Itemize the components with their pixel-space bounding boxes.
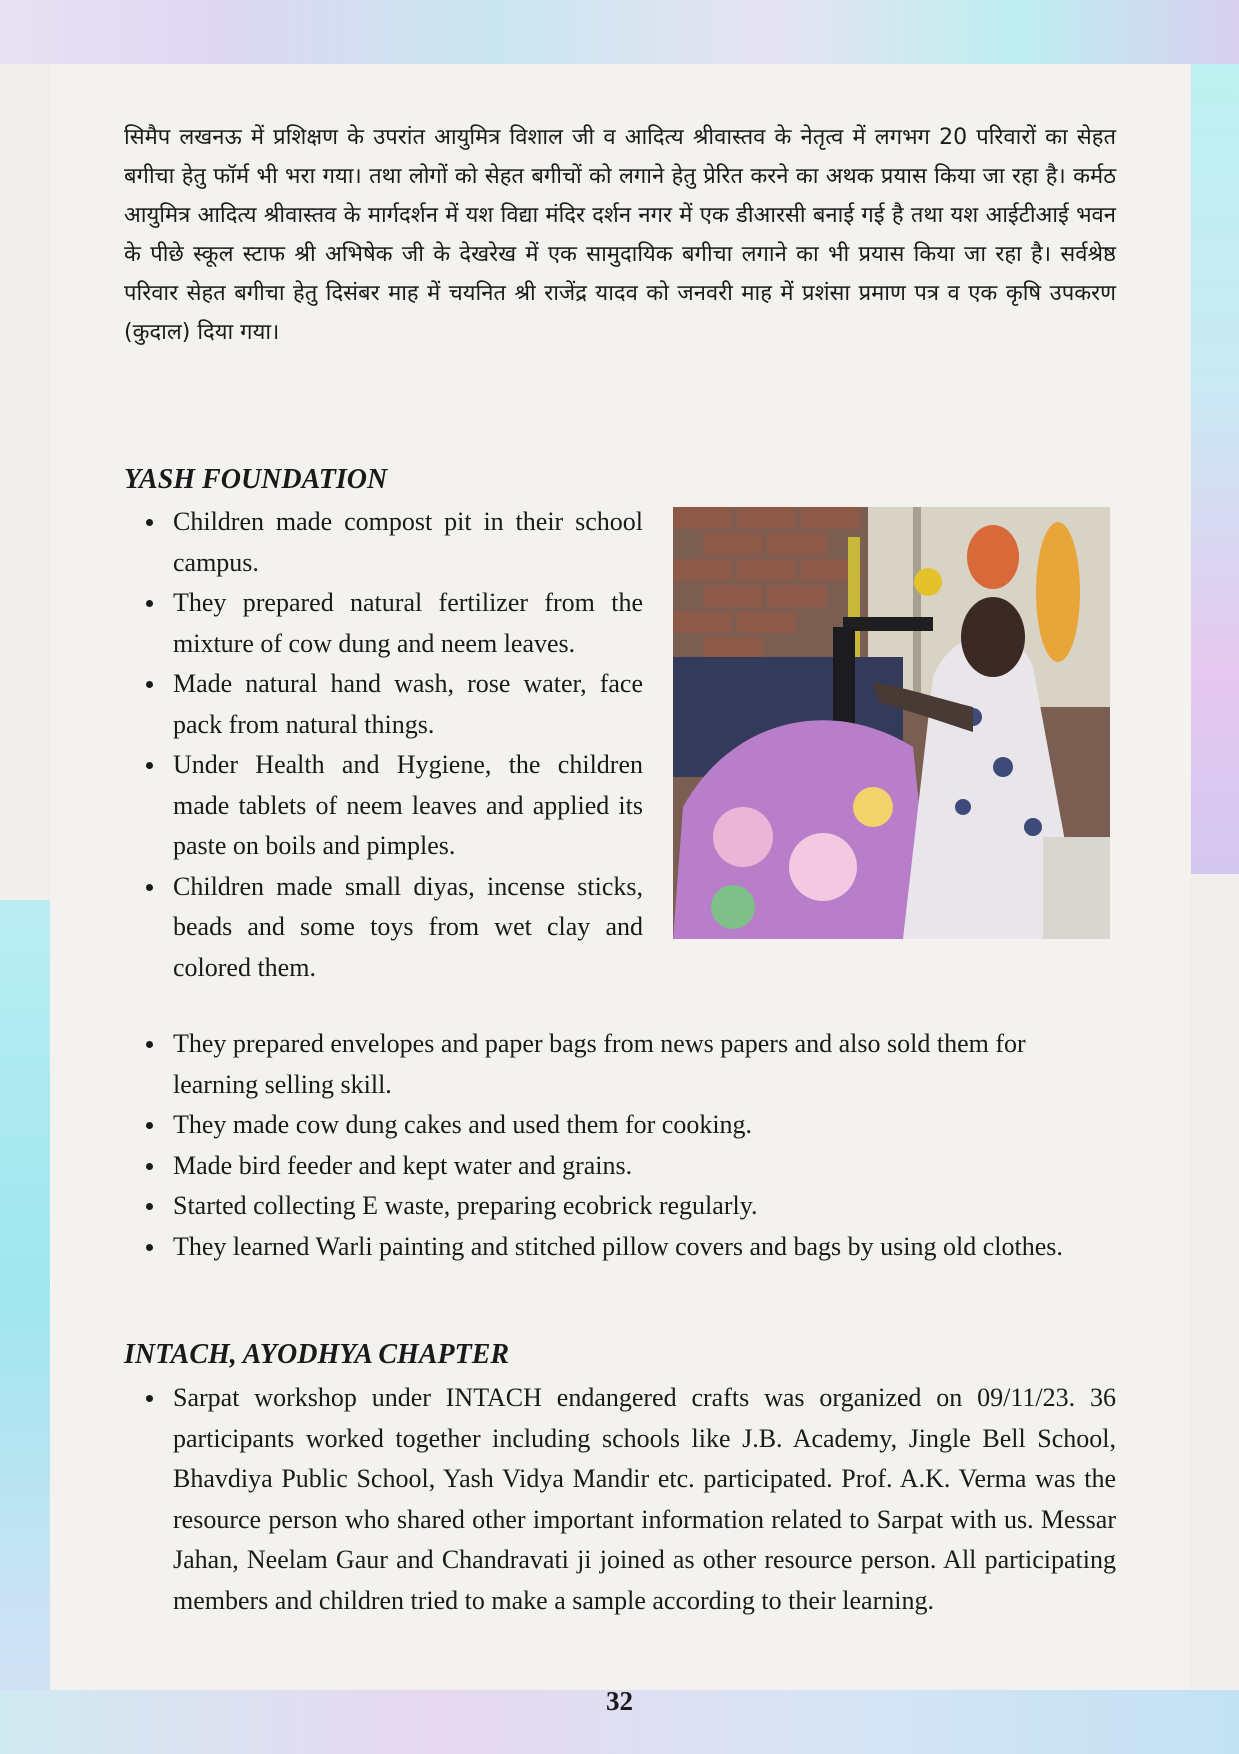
list-item: Started collecting E waste, preparing ecobrick regularly.: [124, 1186, 1116, 1227]
intach-heading: INTACH, AYODHYA CHAPTER: [124, 1339, 510, 1370]
hindi-paragraph: सिमैप लखनऊ में प्रशिक्षण के उपरांत आयुमित्र विशाल जी व आदित्य श्रीवास्तव के नेतृत्व में लगभग 20 परिवारों का सेहत बगीचा हेतु फॉर्म भी भरा गया। तथा लोगों को सेहत बगीचों को लगाने हेतु प्रेरित करने का अथक प्रयास किया जा रहा है। कर्मठ आयुमित्र आदित्य श्रीवास्तव के मार्गदर्शन में यश विद्या मंदिर दर्शन नगर में एक डीआरसी बनाई गई है तथा यश आईटीआई भवन के पीछे स्कूल स्टाफ श्री अभिषेक जी के देखरेख में एक सामुदायिक बगीचा लगाने का भी प्रयास किया जा रहा है। सर्वश्रेष्ठ परिवार सेहत बगीचा हेतु दिसंबर माह में चयनित श्री राजेंद्र यादव को जनवरी माह में प्रशंसा प्रमाण पत्र व एक कृषि उपकरण (कुदाल) दिया गया।: [124, 125, 1116, 345]
list-item: Made natural hand wash, rose water, face pack from natural things.: [124, 664, 643, 745]
decorative-band-top: [0, 0, 1239, 64]
decorative-band-left: [0, 900, 50, 1754]
list-item: Under Health and Hygiene, the children made tablets of neem leaves and applied its paste on boils and pimples.: [124, 745, 643, 867]
yash-foundation-heading: YASH FOUNDATION: [124, 464, 388, 495]
list-item: They prepared natural fertilizer from the mixture of cow dung and neem leaves.: [124, 583, 643, 664]
decorative-band-right: [1191, 64, 1239, 874]
yash-list-beside-photo: [124, 502, 643, 988]
list-item: Children made compost pit in their school campus.: [124, 502, 643, 583]
yash-list-full-width: [124, 1024, 1116, 1267]
list-item: Children made small diyas, incense sticks, beads and some toys from wet clay and colored them.: [124, 867, 643, 989]
list-item: They prepared envelopes and paper bags from news papers and also sold them for learning selling skill.: [124, 1024, 1116, 1105]
intach-list: [124, 1378, 1116, 1621]
list-item: Sarpat workshop under INTACH endangered crafts was organized on 09/11/23. 36 participants worked together including schools like J.B. Academy, Jingle Bell School, Bhavdiya Public School, Yash Vidya Mandir etc. participated. Prof. A.K. Verma was the resource person who shared other important information related to Sarpat with us. Messar Jahan, Neelam Gaur and Chandravati ji joined as other resource person. All participating members and children tried to make a sample according to their learning.: [124, 1378, 1116, 1621]
photo-child-sewing: [673, 507, 1110, 939]
list-item: Made bird feeder and kept water and grains.: [124, 1146, 1116, 1187]
list-item: They learned Warli painting and stitched pillow covers and bags by using old clothes.: [124, 1227, 1116, 1268]
list-item: They made cow dung cakes and used them for cooking.: [124, 1105, 1116, 1146]
page-number: 32: [606, 1686, 633, 1716]
